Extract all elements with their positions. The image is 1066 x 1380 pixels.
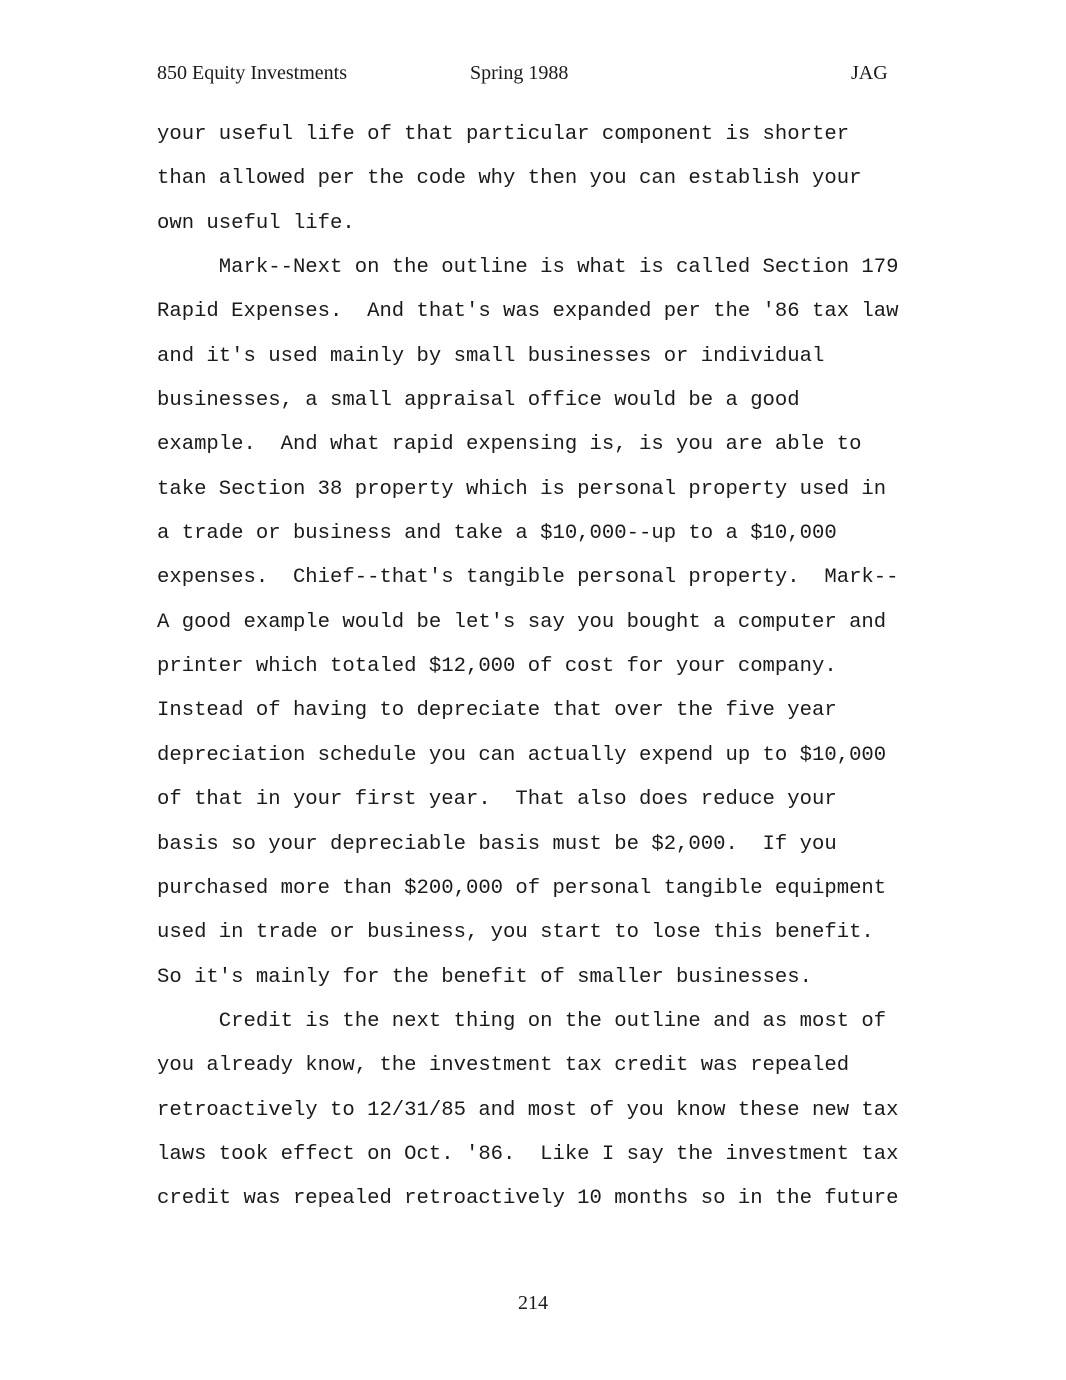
text-line: retroactively to 12/31/85 and most of you know these new tax [157, 1098, 899, 1122]
page-number: 214 [518, 1292, 548, 1314]
text-line: purchased more than $200,000 of personal tangible equipment [157, 876, 887, 900]
text-line: example. And what rapid expensing is, is you are able to [157, 433, 862, 457]
author-initials: JAG [851, 62, 888, 84]
text-line: Credit is the next thing on the outline and as most of [157, 1009, 887, 1033]
text-line: laws took effect on Oct. '86. Like I say the investment tax [157, 1142, 899, 1166]
text-line: printer which totaled $12,000 of cost for your company. [157, 655, 837, 679]
text-line: than allowed per the code why then you can establish your [157, 167, 862, 191]
text-line: So it's mainly for the benefit of smaller businesses. [157, 965, 812, 989]
page-header [0, 62, 1066, 92]
text-line: used in trade or business, you start to lose this benefit. [157, 921, 874, 945]
text-line: credit was repealed retroactively 10 months so in the future [157, 1187, 899, 1211]
course-title: 850 Equity Investments [157, 62, 347, 84]
transcript-body [157, 113, 917, 1222]
text-line: Rapid Expenses. And that's was expanded per the '86 tax law [157, 300, 899, 324]
text-line: Mark--Next on the outline is what is called Section 179 [157, 256, 899, 280]
text-line: you already know, the investment tax credit was repealed [157, 1054, 850, 1078]
text-line: a trade or business and take a $10,000--up to a $10,000 [157, 522, 837, 546]
text-line: your useful life of that particular component is shorter [157, 123, 850, 146]
text-line: basis so your depreciable basis must be $2,000. If you [157, 832, 837, 856]
text-line: businesses, a small appraisal office would be a good [157, 389, 800, 413]
text-line: expenses. Chief--that's tangible personal property. Mark-- [157, 566, 899, 590]
text-line: take Section 38 property which is personal property used in [157, 477, 887, 501]
text-line: A good example would be let's say you bought a computer and [157, 610, 887, 634]
text-line: and it's used mainly by small businesses or individual [157, 344, 825, 368]
text-line: of that in your first year. That also does reduce your [157, 788, 837, 812]
text-line: own useful life. [157, 211, 355, 235]
term-label: Spring 1988 [470, 62, 569, 84]
text-line: depreciation schedule you can actually expend up to $10,000 [157, 743, 887, 767]
text-line: Instead of having to depreciate that over the five year [157, 699, 837, 723]
